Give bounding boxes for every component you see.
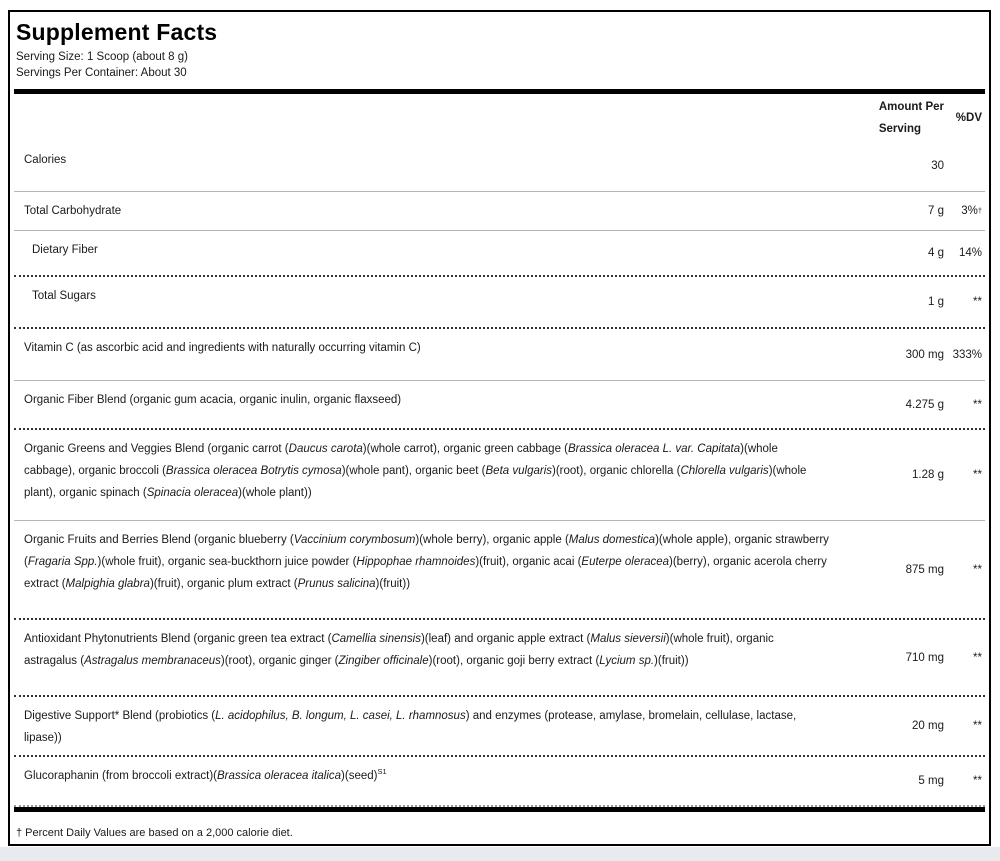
row-fruits-berries-blend: [14, 521, 985, 620]
row-dv: **: [973, 398, 982, 411]
row-antioxidant-blend: [14, 620, 985, 697]
amount-header-line1: Amount Per: [878, 100, 944, 113]
header-spacer: [14, 94, 844, 141]
row-greens-veggies-blend: [14, 430, 985, 521]
facts-table: [14, 94, 985, 807]
row-dv: **: [973, 651, 982, 664]
row-dv: **: [973, 563, 982, 576]
row-label: Calories: [24, 154, 67, 166]
row-dv: **: [973, 296, 982, 308]
panel-title: Supplement Facts: [16, 19, 218, 45]
row-amount: 710 mg: [905, 651, 944, 664]
serving-size: Serving Size: 1 Scoop (about 8 g): [16, 51, 188, 63]
row-dv: [944, 141, 985, 191]
table-header-row: [14, 94, 985, 141]
row-label: Organic Greens and Veggies Blend (organic carrot (Daucus carota)(whole carrot), organic green cabbage (Brassica oleracea L. var. Capitata)(whole cabbage), organic broccoli (Brassica oleracea Botrytis cymosa)(whole pant), organic beet (Beta vulgaris)(root), organic chlorella (Chlorella vulgaris)(whole plant), organic spinach (Spinacia oleracea)(whole plant)): [24, 443, 807, 499]
row-dietary-fiber: [14, 231, 985, 277]
page-background-strip: [0, 847, 1000, 861]
row-amount: 7 g: [928, 205, 944, 217]
row-amount: 4 g: [928, 247, 944, 259]
row-amount: 1 g: [928, 296, 944, 308]
row-label: Total Sugars: [32, 290, 96, 302]
row-glucoraphanin: [14, 757, 985, 807]
row-total-carbohydrate: [14, 192, 985, 231]
row-amount: 4.275 g: [905, 398, 944, 411]
row-dv: 3% †: [961, 205, 982, 217]
row-label: Antioxidant Phytonutrients Blend (organic green tea extract (Camellia sinensis)(leaf) and organic apple extract (Malus sieversii)(whole fruit), organic astragalus (Astragalus membranaceus)(root), organic ginger (Zingiber officinale)(root), organic goji berry extract (Lycium sp.)(fruit)): [24, 633, 774, 667]
row-vitamin-c: [14, 329, 985, 381]
row-digestive-blend: [14, 697, 985, 757]
row-amount: 5 mg: [918, 775, 944, 787]
row-label: Organic Fruits and Berries Blend (organic blueberry (Vaccinium corymbosum)(whole berry), organic apple (Malus domestica)(whole apple), organic strawberry (Fragaria Spp.)(whole fruit), organic sea-buckthorn juice powder (Hippophae rhamnoides)(fruit), organic acai (Euterpe oleracea)(berry), organic acerola cherry extract (Malpighia glabra)(fruit), organic plum extract (Prunus salicina)(fruit)): [24, 534, 829, 590]
header-dv: %DV: [955, 111, 982, 124]
row-organic-fiber-blend: [14, 381, 985, 430]
row-label: Total Carbohydrate: [24, 205, 122, 217]
row-amount: 1.28 g: [912, 469, 944, 481]
supplement-facts-panel: [8, 10, 991, 846]
row-amount: 20 mg: [912, 720, 944, 732]
row-amount: 300 mg: [905, 348, 944, 361]
row-label: Dietary Fiber: [32, 244, 98, 256]
row-dv: 333%: [952, 348, 982, 361]
row-dv: **: [973, 720, 982, 732]
servings-per-container: Servings Per Container: About 30: [16, 67, 187, 79]
row-amount: 875 mg: [905, 563, 944, 576]
row-dv: **: [973, 775, 982, 787]
amount-header-line2: Serving: [878, 122, 922, 135]
row-label: Vitamin C (as ascorbic acid and ingredients with naturally occurring vitamin C): [24, 342, 421, 354]
row-dv: 14%: [958, 247, 982, 259]
footnote-daily-values: † Percent Daily Values are based on a 2,000 calorie diet.: [16, 827, 293, 839]
table-body: [14, 141, 985, 807]
row-calories: [14, 141, 985, 192]
row-label: Glucoraphanin (from broccoli extract)(Brassica oleracea italica)(seed)$^{S1}$: [24, 767, 387, 782]
row-amount: 30: [931, 160, 944, 172]
row-total-sugars: [14, 277, 985, 329]
row-dv: **: [973, 469, 982, 481]
row-label: Digestive Support* Blend (probiotics (L. acidophilus, B. longum, L. casei, L. rhamnosus) and enzymes (protease, amylase, bromelain, cellulase, lactase, lipase)): [24, 710, 797, 744]
row-label: Organic Fiber Blend (organic gum acacia, organic inulin, organic flaxseed): [24, 394, 402, 406]
header-amount-per-serving: [844, 94, 944, 141]
